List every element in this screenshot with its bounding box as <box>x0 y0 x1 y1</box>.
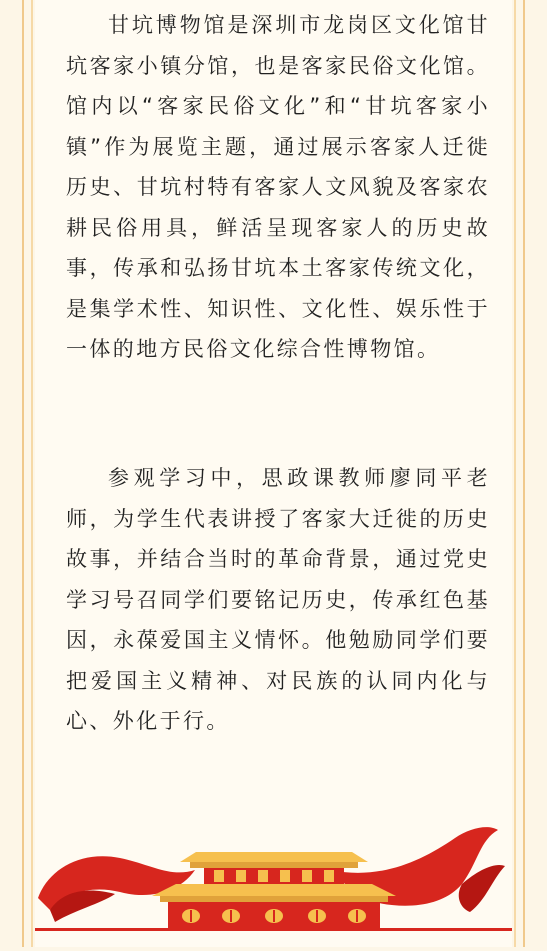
article-paragraph-1 <box>66 5 490 370</box>
paragraph-text: 参观学习中，思政课教师廖同平老师，为学生代表讲授了客家大迁徙的历史故事，并结合当时的革命背景，通过党史学习号召同学们要铭记历史，传承红色基因，永葆爱国主义情怀。他勉励同学们要把爱国主义精神、对民族的认同内化与心、外化于行。 <box>66 466 490 733</box>
footer-red-line <box>35 928 512 931</box>
paragraph-text: 甘坑博物馆是深圳市龙岗区文化馆甘坑客家小镇分馆，也是客家民俗文化馆。馆内以“客家民俗文化”和“甘坑客家小镇”作为展览主题，通过展示客家人迁徙历史、甘坑村特有客家人文风貌及客家农耕民俗用具，鲜活呈现客家人的历史故事，传承和弘扬甘坑本土客家传统文化，是集学术性、知识性、文化性、娱乐性于一体的地方民俗文化综合性博物馆。 <box>66 13 490 361</box>
article-paragraph-2 <box>66 458 490 742</box>
footer-illustration <box>0 800 547 947</box>
tiananmen-gate-icon <box>0 800 547 947</box>
